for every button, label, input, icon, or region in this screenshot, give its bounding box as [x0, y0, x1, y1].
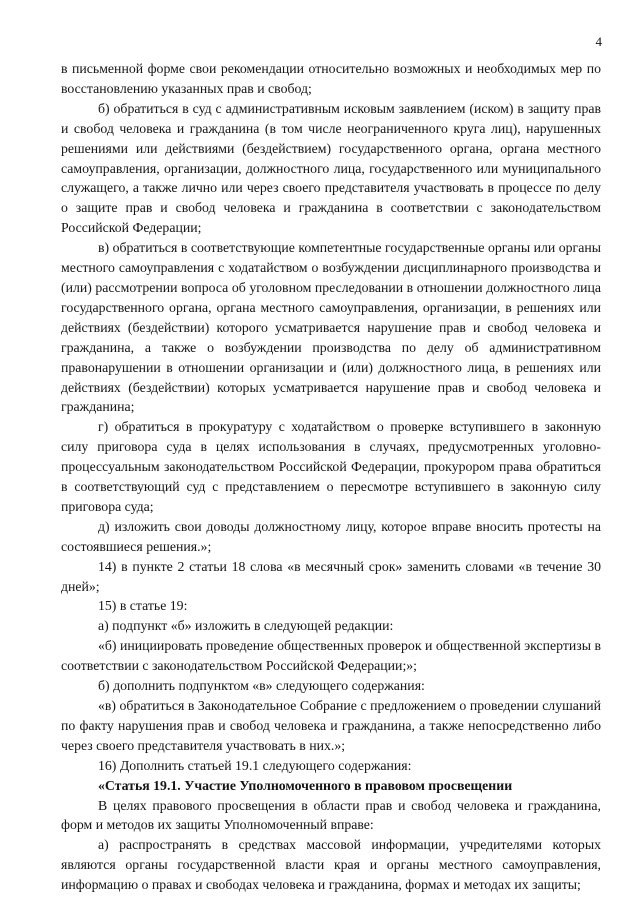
paragraph-point-15-a-text: «б) инициировать проведение общественных проверок и общественной экспертизы в соответствии с законодательством Российской Федерации;»;: [61, 638, 601, 674]
paragraph-point-14: 14) в пункте 2 статьи 18 слова «в месячный срок» заменить словами «в течение 30 дней»;: [61, 558, 601, 594]
paragraph-item-b-court: б) обратиться в суд с административным исковым заявлением (иском) в защиту прав и свобод человека и гражданина (в том числе неограниченного круга лиц), нарушенных решениями или действиями (бездействием) государственного органа, органа местного самоуправления, организации, должностного лица, государственного или муниципального служащего, а также лично или через своего представителя участвовать в процессе по делу о защите прав и свобод человека и гражданина в соответствии с законодательством Российской Федерации;: [61, 100, 601, 236]
paragraph-article-item-a: а) распространять в средствах массовой информации, учредителями которых являются органы государственной власти края и органы местного самоуправления, информацию о правах и свободах человека и гражданина, формах и методах их защиты;: [61, 837, 601, 893]
paragraph-item-d-arguments: д) изложить свои доводы должностному лицу, которое вправе вносить протесты на состоявшиеся решения.»;: [61, 518, 601, 554]
paragraph-continuation: в письменной форме свои рекомендации относительно возможных и необходимых мер по восстановлению указанных прав и свобод;: [61, 61, 601, 96]
paragraph-article-intro: В целях правового просвещения в области прав и свобод человека и гражданина, форм и методов их защиты Уполномоченный вправе:: [61, 797, 601, 833]
article-heading: «Статья 19.1. Участие Уполномоченного в правовом просвещении: [98, 777, 513, 793]
page-number: 4: [595, 34, 602, 49]
document-body: [61, 59, 601, 895]
paragraph-item-g-prosecutor: г) обратиться в прокуратуру с ходатайством о проверке вступившего в законную силу приговора суда в целях использования в случаях, предусмотренных уголовно-процессуальным законодательством Российской Федерации, прокурором права обратиться в соответствующий суд с представлением о пересмотре вступившего в законную силу приговора суда;: [61, 419, 601, 514]
paragraph-item-v-authorities: в) обратиться в соответствующие компетентные государственные органы или органы местного самоуправления с ходатайством о возбуждении дисциплинарного производства и (или) рассмотрении вопроса об уголовном преследовании в отношении должностного лица государственного органа, органа местного самоуправления, организации, в решениях или действиях (бездействии) которого усматривается нарушение прав и свобод человека и гражданина, а также о возбуждении производства по делу об административном правонарушении в отношении организации и (или) должностного лица, в решениях или действиях (бездействии) которых усматривается нарушение прав и свобод человека и гражданина;: [61, 240, 601, 415]
paragraph-point-15-b: б) дополнить подпунктом «в» следующего содержания:: [98, 678, 425, 694]
paragraph-point-15-a: а) подпункт «б» изложить в следующей редакции:: [98, 618, 394, 634]
paragraph-point-15: 15) в статье 19:: [98, 598, 188, 614]
paragraph-point-16: 16) Дополнить статьей 19.1 следующего содержания:: [98, 757, 412, 773]
paragraph-point-15-b-text: «в) обратиться в Законодательное Собрание с предложением о проведении слушаний по факту нарушения прав и свобод человека и гражданина, а также непосредственно либо через своего представителя участвовать в них.»;: [61, 698, 601, 753]
